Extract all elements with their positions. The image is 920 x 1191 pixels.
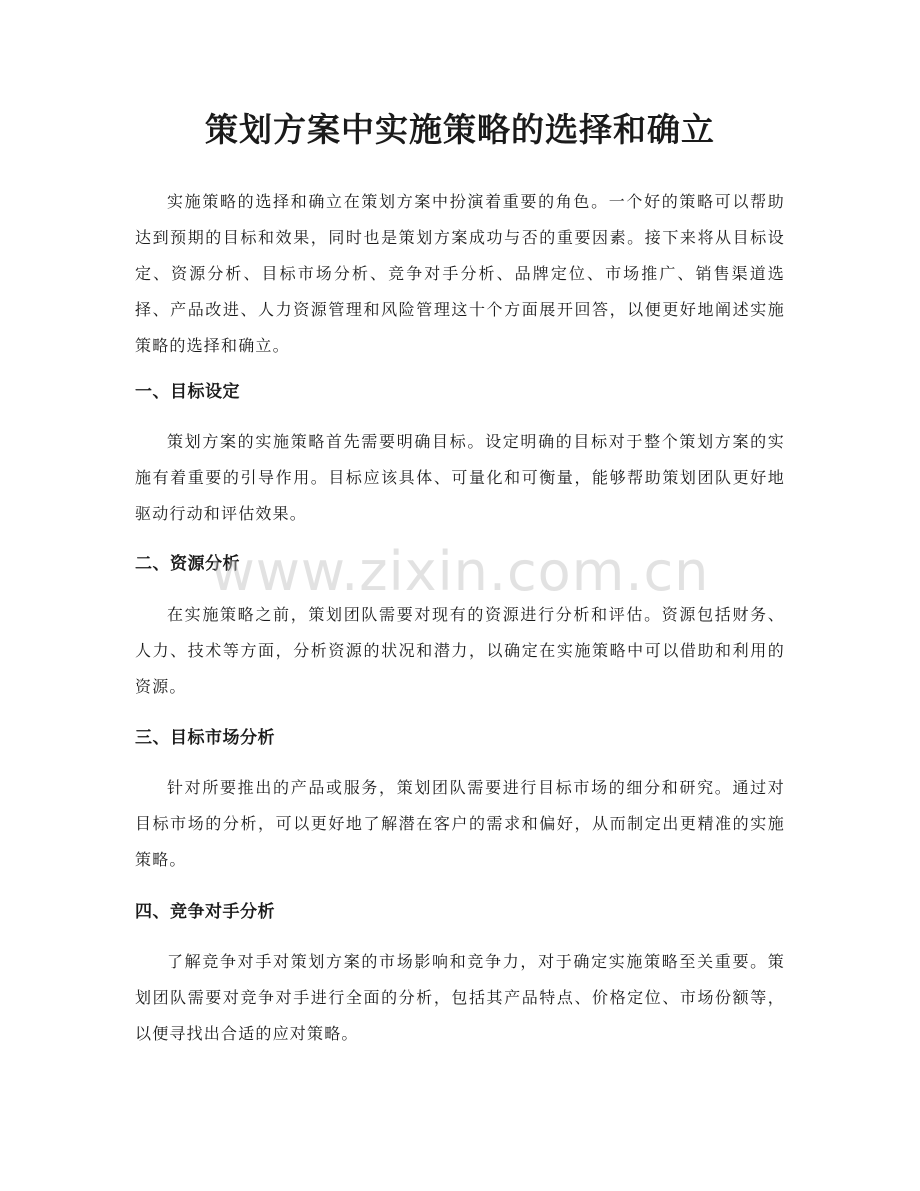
section-body-goal-setting: 策划方案的实施策略首先需要明确目标。设定明确的目标对于整个策划方案的实施有着重要的引导作用。目标应该具体、可量化和可衡量，能够帮助策划团队更好地驱动行动和评估效果。	[135, 432, 785, 523]
section-body-resource-analysis: 在实施策略之前，策划团队需要对现有的资源进行分析和评估。资源包括财务、人力、技术等方面，分析资源的状况和潜力，以确定在实施策略中可以借助和利用的资源。	[135, 605, 785, 696]
section-heading-target-market: 三、目标市场分析	[135, 728, 275, 748]
section-heading-competitor-analysis: 四、竞争对手分析	[135, 902, 275, 922]
section-body-competitor-analysis: 了解竞争对手对策划方案的市场影响和竞争力，对于确定实施策略至关重要。策划团队需要对竞争对手进行全面的分析，包括其产品特点、价格定位、市场份额等，以便寻找出合适的应对策略。	[135, 952, 785, 1043]
section-heading-goal-setting: 一、目标设定	[135, 382, 240, 402]
watermark: www.zixin.com.cn	[210, 540, 710, 603]
section-body-target-market: 针对所要推出的产品或服务，策划团队需要进行目标市场的细分和研究。通过对目标市场的分析，可以更好地了解潜在客户的需求和偏好，从而制定出更精准的实施策略。	[135, 778, 785, 869]
intro-paragraph: 实施策略的选择和确立在策划方案中扮演着重要的角色。一个好的策略可以帮助达到预期的目标和效果，同时也是策划方案成功与否的重要因素。接下来将从目标设定、资源分析、目标市场分析、竞争对手分析、品牌定位、市场推广、销售渠道选择、产品改进、人力资源管理和风险管理这十个方面展开回答，以便更好地阐述实施策略的选择和确立。	[135, 192, 785, 355]
section-heading-resource-analysis: 二、资源分析	[135, 554, 240, 574]
page-title: 策划方案中实施策略的选择和确立	[205, 110, 715, 149]
